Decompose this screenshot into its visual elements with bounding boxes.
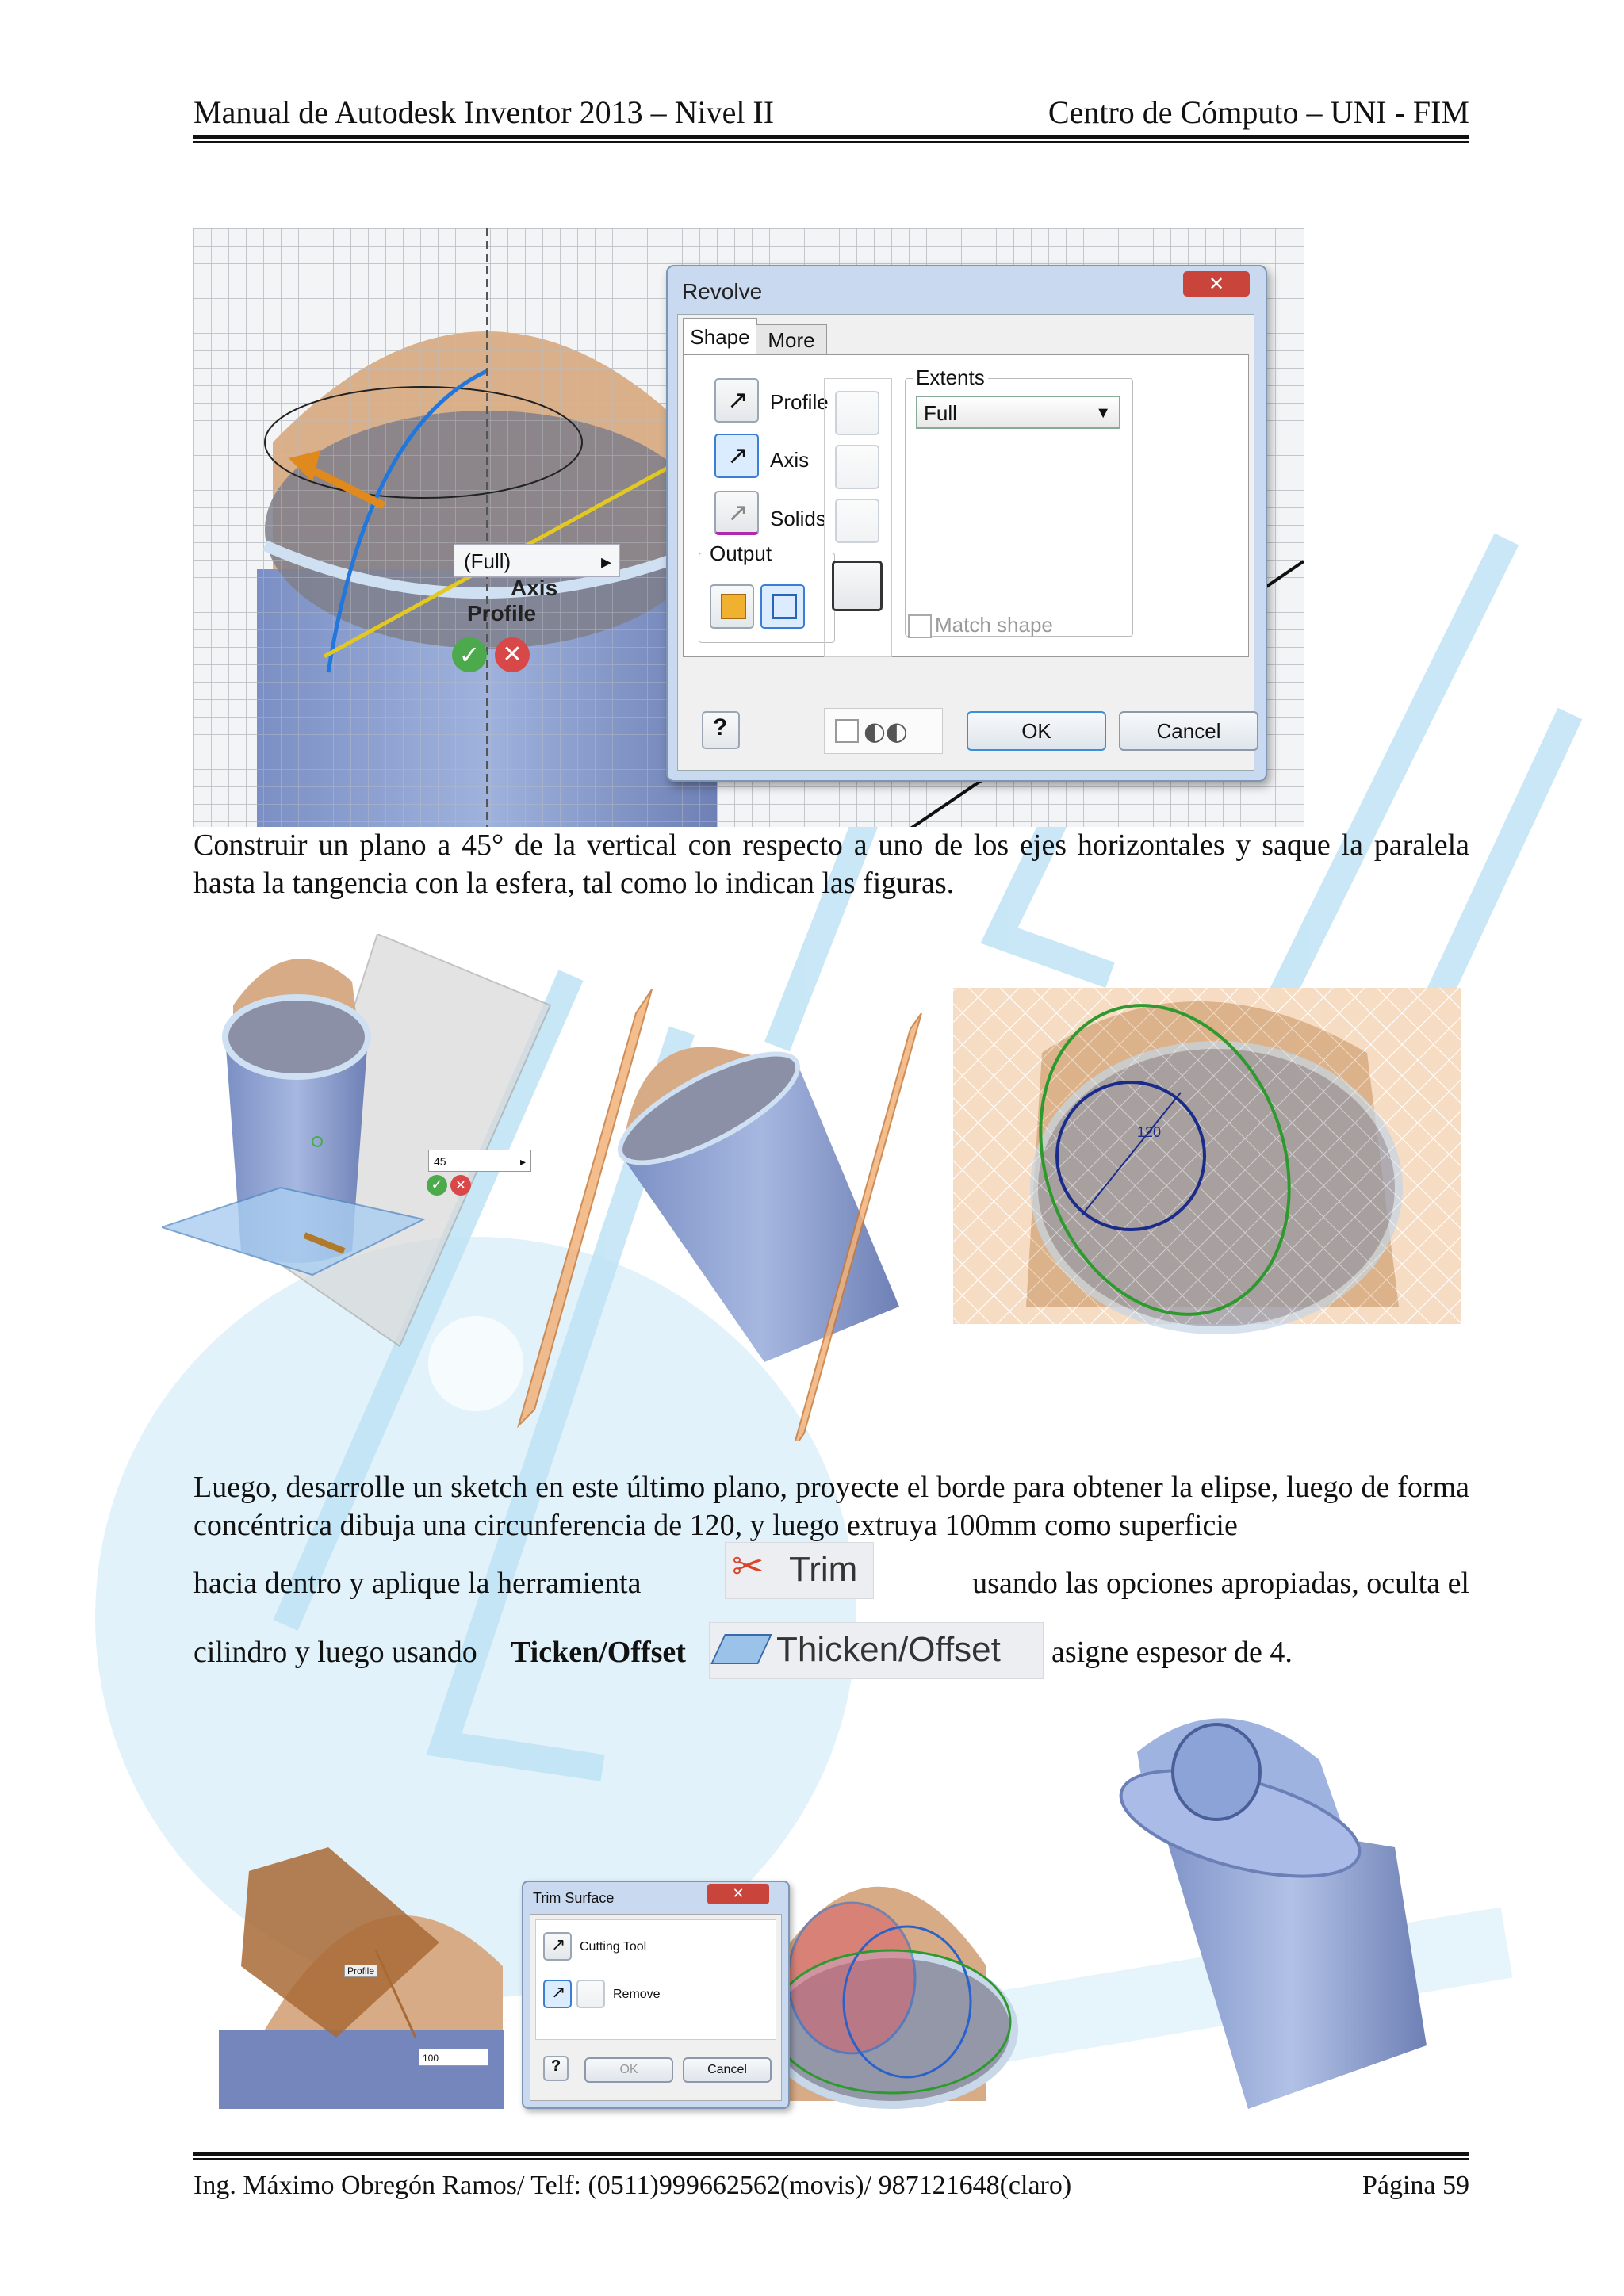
thicken-label: Thicken/Offset: [776, 1630, 1001, 1669]
match-shape-checkbox[interactable]: [908, 614, 932, 638]
dialog-title: Revolve: [682, 279, 763, 304]
cancel-x-icon[interactable]: ✕: [495, 637, 530, 672]
trim-cancel-button[interactable]: Cancel: [683, 2057, 772, 2083]
cancel-x-icon[interactable]: ✕: [450, 1175, 471, 1196]
thicken-tool-image: [709, 1622, 1044, 1679]
chevron-right-icon: ▸: [519, 1155, 526, 1168]
minitool-profile-button[interactable]: Profile: [467, 601, 537, 626]
footer-left: Ing. Máximo Obregón Ramos/ Telf: (0511)999662562(movis)/ 987121648(claro): [193, 2171, 1072, 2200]
trim-surface-dialog: [522, 1881, 790, 2109]
header-rule: [193, 135, 1469, 139]
trim-ok-button[interactable]: OK: [584, 2057, 673, 2083]
thicken-icon: [710, 1634, 772, 1664]
minitool-axis-button[interactable]: Axis: [511, 576, 558, 600]
help-icon: ?: [713, 714, 728, 740]
solids-label: Solids: [770, 507, 826, 530]
cancel-button[interactable]: Cancel: [1119, 711, 1258, 751]
minitool-value: (Full): [464, 549, 511, 573]
page-number: Página 59: [1362, 2171, 1469, 2200]
tab-shape-label: Shape: [690, 325, 750, 349]
angle-input[interactable]: [428, 1150, 531, 1172]
close-icon[interactable]: ✕: [707, 1884, 769, 1904]
trim-label: Trim: [789, 1550, 858, 1589]
remove-label: Remove: [613, 1988, 661, 2001]
tab-more-label: More: [768, 328, 815, 352]
distance-value: 100: [423, 2053, 439, 2064]
axis-select-button[interactable]: [714, 434, 759, 478]
paragraph-2-line3-start: cilindro y luego usando: [193, 1636, 477, 1669]
extents-dropdown[interactable]: [916, 396, 1120, 429]
profile-select-button[interactable]: [714, 378, 759, 423]
help-button[interactable]: [543, 2056, 569, 2081]
tab-more[interactable]: [756, 324, 827, 355]
extents-label: Extents: [913, 365, 988, 390]
header-rule-thin: [193, 141, 1469, 143]
figure-revolve: [193, 228, 1304, 827]
apply-check-icon[interactable]: ✓: [452, 637, 487, 672]
paragraph-1: Construir un plano a 45° de la vertical con respecto a uno de los ejes horizontales y saque la paralela hasta la tangencia con la esfera, tal como lo indican las figuras.: [193, 828, 1469, 900]
solid-cube-icon: [721, 594, 746, 619]
output-solid-button[interactable]: [710, 584, 754, 629]
paragraph-2-line3: [193, 1622, 1469, 1686]
tab-shape[interactable]: [683, 318, 757, 355]
figure-trim: [193, 1705, 1431, 2109]
header-left: Manual de Autodesk Inventor 2013 – Nivel II: [193, 94, 775, 130]
surface-cube-icon: [772, 594, 797, 619]
profile-tag: Profile: [344, 1965, 377, 1977]
footer-rule-thin: [193, 2158, 1469, 2160]
axis-label: Axis: [770, 448, 810, 472]
paragraph-2-line2-start: hacia dentro y aplique la herramienta: [193, 1567, 642, 1600]
trim-tool-image: [725, 1542, 874, 1599]
help-button[interactable]: [702, 711, 740, 749]
profile-label: Profile: [770, 390, 829, 414]
direction-1-button[interactable]: [835, 391, 879, 435]
cursor-icon: ↗: [727, 497, 749, 527]
preview-checkbox[interactable]: [835, 719, 859, 743]
ok-button[interactable]: OK: [967, 711, 1106, 751]
figure-trim-art: [193, 1705, 1431, 2109]
paragraph-2-line1: Luego, desarrolle un sketch en este último plano, proyecte el borde para obtener la elipse, luego de forma concéntrica dibuja una circunferencia de 120, y luego extruya 100mm como superficie: [193, 1471, 1469, 1542]
invert-selection-button[interactable]: [576, 1980, 605, 2008]
extents-value: Full: [924, 401, 957, 425]
chevron-right-icon: ▸: [600, 549, 611, 573]
cutting-tool-select-button[interactable]: [543, 1932, 572, 1961]
cutting-tool-label: Cutting Tool: [580, 1940, 647, 1954]
distance-input[interactable]: [419, 2049, 488, 2066]
close-icon[interactable]: ✕: [1183, 271, 1250, 297]
apply-check-icon[interactable]: ✓: [427, 1175, 447, 1196]
solids-select-button[interactable]: [714, 491, 759, 535]
cursor-icon: ↗: [727, 440, 749, 470]
help-icon: ?: [551, 2057, 561, 2075]
match-shape-button[interactable]: [832, 561, 883, 611]
paragraph-2-line2-end: usando las opciones apropiadas, oculta el: [972, 1567, 1469, 1600]
scissors-icon: ✂: [732, 1544, 764, 1589]
match-shape-label: Match shape: [935, 613, 1053, 637]
chevron-down-icon: ▼: [1095, 404, 1111, 422]
angle-value: 45: [434, 1155, 446, 1168]
figure-plane: [162, 934, 1462, 1441]
output-label: Output: [707, 541, 775, 566]
cursor-icon: ↗: [727, 385, 749, 415]
diameter-dimension: 120: [1137, 1124, 1162, 1140]
footer-rule: [193, 2152, 1469, 2156]
output-surface-button[interactable]: [760, 584, 805, 629]
remove-select-button[interactable]: [543, 1980, 572, 2008]
cursor-icon: ↗: [551, 1983, 566, 2003]
direction-sym-button[interactable]: [835, 499, 879, 543]
header-right: Centro de Cómputo – UNI - FIM: [1048, 94, 1469, 130]
direction-2-button[interactable]: [835, 445, 879, 489]
trim-dialog-body: [530, 1914, 782, 2101]
dialog-body: [677, 314, 1254, 771]
paragraph-2-line3-end: asigne espesor de 4.: [1051, 1636, 1293, 1669]
paragraph-2-line3-bold: Ticken/Offset: [511, 1636, 686, 1669]
paragraph-2-line2: [193, 1544, 1469, 1613]
figure-plane-art: [162, 934, 1462, 1441]
trim-dialog-title: Trim Surface: [533, 1890, 615, 1906]
cursor-icon: ↗: [551, 1935, 566, 1955]
revolve-dialog: [666, 265, 1267, 782]
glasses-icon: ◐◐: [864, 716, 908, 746]
minitool-dropdown[interactable]: [454, 544, 620, 577]
